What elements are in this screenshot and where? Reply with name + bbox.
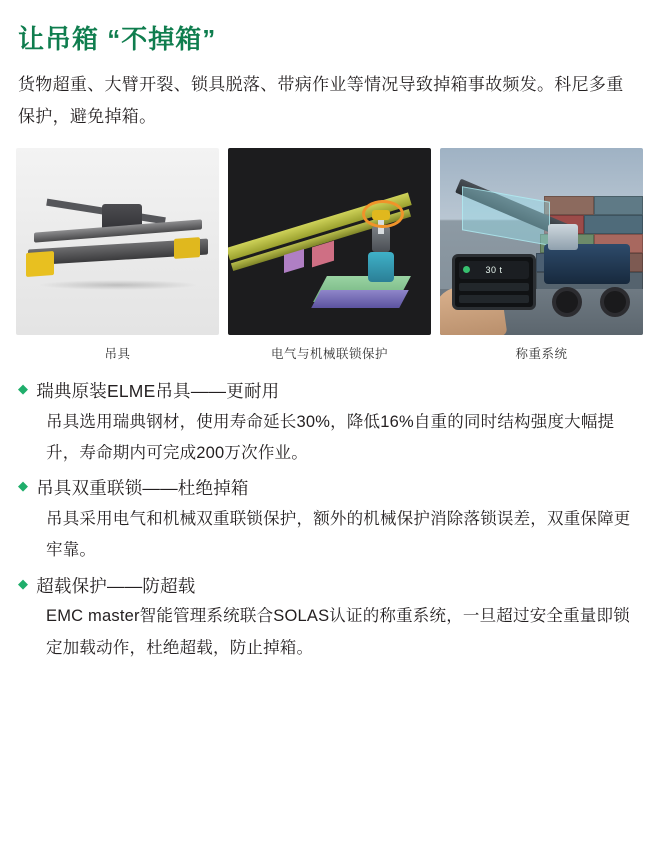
interlock-diagram <box>228 148 431 335</box>
bullet-block <box>18 571 633 664</box>
bullet-heading-row <box>18 376 633 407</box>
figure-item <box>16 148 219 362</box>
figure-caption: 称重系统 <box>515 347 568 362</box>
diamond-bullet-icon: ◆ <box>18 575 29 591</box>
bullet-body: 吊具采用电气和机械双重联锁保护，额外的机械保护消除落锁误差，双重保障更牢靠。 <box>46 510 631 560</box>
bullet-heading: 吊具双重联锁——杜绝掉箱 <box>36 478 249 499</box>
container-block <box>594 196 643 215</box>
reachstacker-wheel <box>600 287 630 317</box>
page-title: 让吊箱 “不掉箱” <box>18 24 217 54</box>
tablet-device <box>452 254 536 310</box>
figure-caption: 电气与机械联锁保护 <box>270 347 388 362</box>
spreader-twistlock-left <box>26 251 54 277</box>
diamond-bullet-icon: ◆ <box>18 478 29 494</box>
container-block <box>584 215 643 234</box>
bullet-body: 吊具选用瑞典钢材，使用寿命延长30%，降低16%自重的同时结构强度大幅提升，寿命期内可完成200万次作业。 <box>46 412 615 463</box>
figure-caption: 吊具 <box>104 347 131 362</box>
figure-item <box>440 148 643 362</box>
bullet-block <box>18 376 633 469</box>
bullet-block <box>18 473 633 566</box>
bullet-heading-row <box>18 571 633 602</box>
weighing-system-photo <box>440 148 643 335</box>
reachstacker-cab <box>548 224 578 250</box>
status-indicator-dot <box>463 266 470 273</box>
bullet-body: EMC master智能管理系统联合SOLAS认证的称重系统，一旦超过安全重量即锁定加载动作，杜绝超载，防止掉箱。 <box>46 607 630 657</box>
bullet-list <box>18 376 633 664</box>
weight-readout: 30 t <box>459 261 529 279</box>
diamond-bullet-icon: ◆ <box>18 381 29 397</box>
tablet-row <box>459 283 529 291</box>
reachstacker-body <box>544 244 630 284</box>
bullet-heading: 超载保护——防超载 <box>36 575 196 596</box>
spreader-photo <box>16 148 219 335</box>
reachstacker-wheel <box>552 287 582 317</box>
spreader-twistlock-right <box>174 237 200 259</box>
cad-cylinder-blue <box>368 252 394 282</box>
container-block <box>544 196 594 215</box>
cad-ring-orange <box>362 200 404 228</box>
tablet-row <box>459 295 529 303</box>
spreader-shadow <box>38 280 198 290</box>
intro-paragraph: 货物超重、大臂开裂、锁具脱落、带病作业等情况导致掉箱事故频发。科尼多重保护，避免掉箱。 <box>18 75 624 126</box>
bullet-heading: 瑞典原装ELME吊具——更耐用 <box>36 381 280 402</box>
figure-item <box>228 148 431 362</box>
bullet-heading-row <box>18 473 633 504</box>
figure-row <box>16 148 635 362</box>
cad-plate-violet <box>311 290 409 308</box>
